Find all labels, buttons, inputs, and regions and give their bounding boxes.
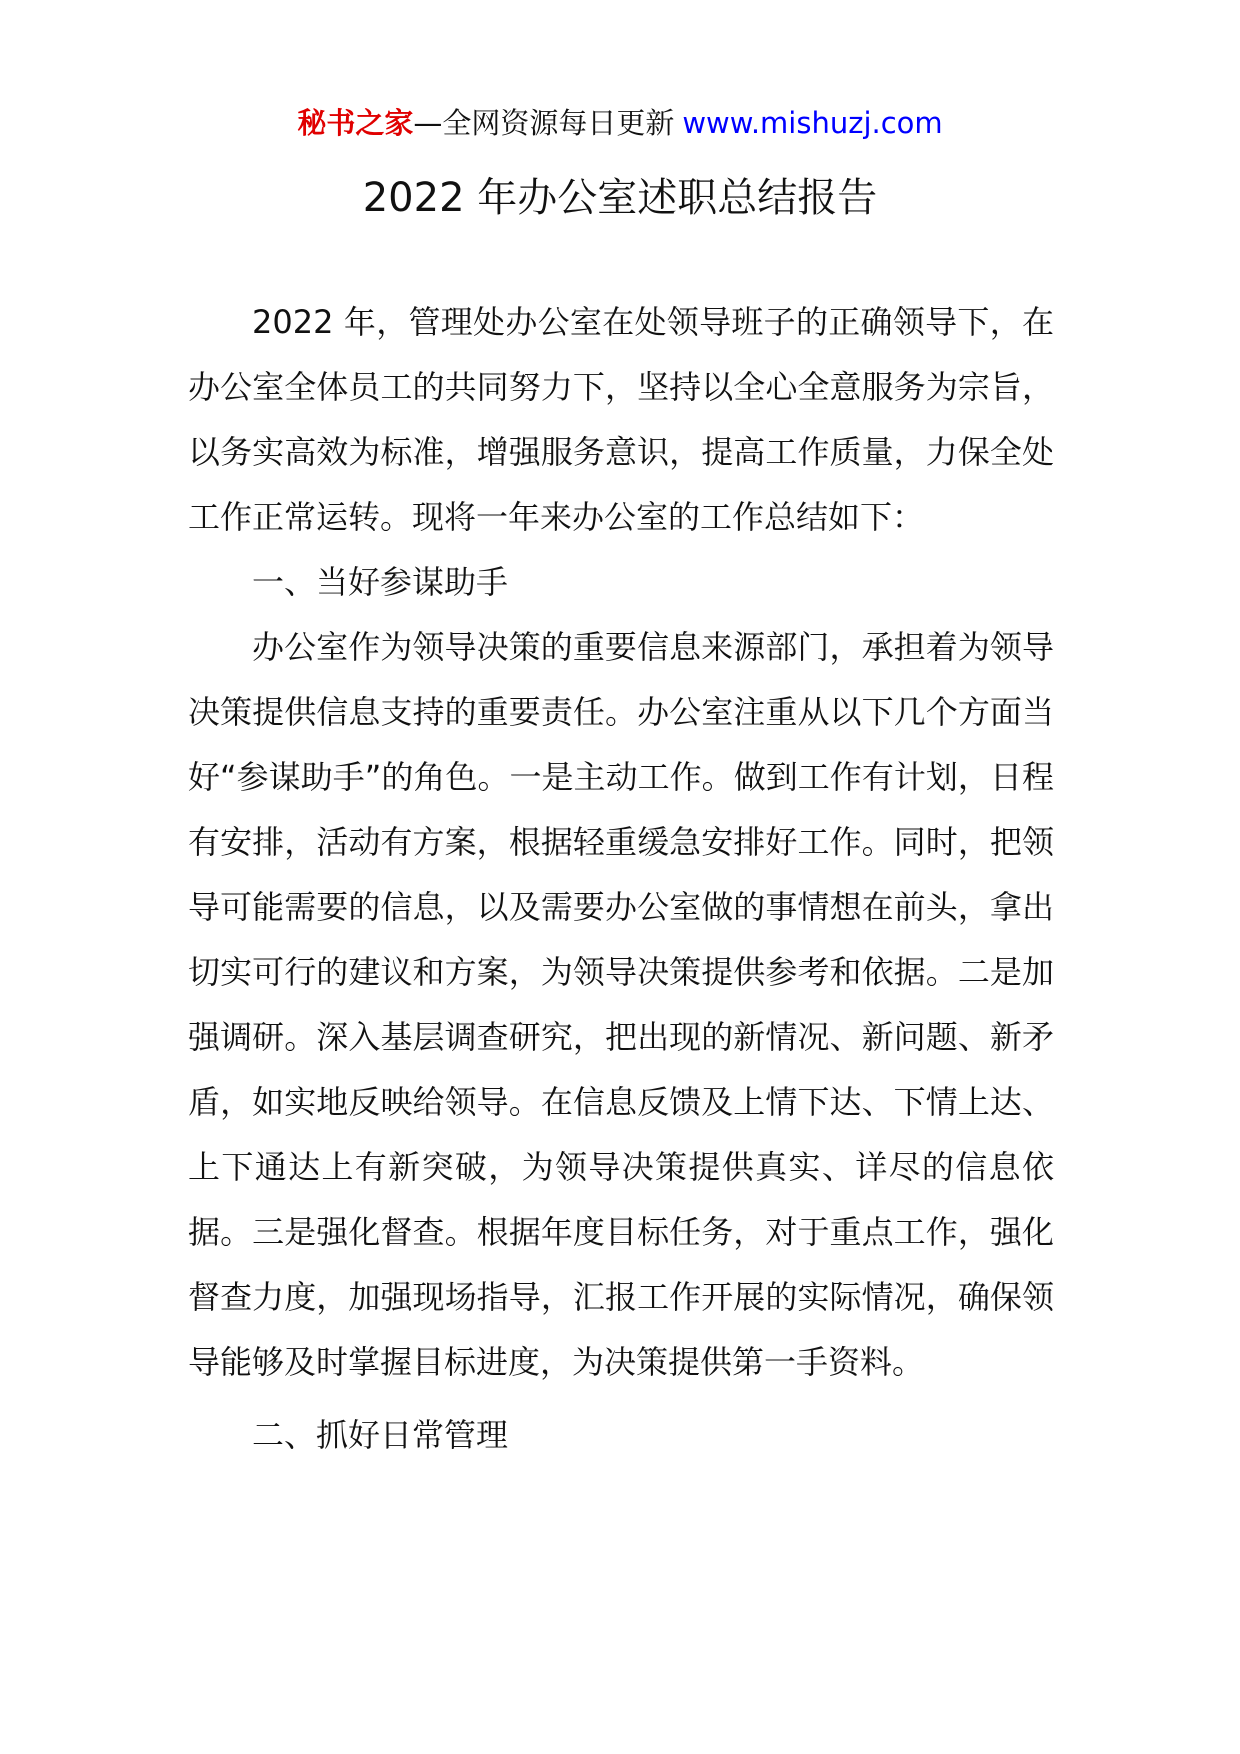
brand-tagline: —全网资源每日更新 — [413, 106, 675, 140]
brand-name: 秘书之家 — [297, 106, 414, 140]
section-heading-2: 二、抓好日常管理 — [252, 1416, 509, 1454]
section-1-paragraph: 办公室作为领导决策的重要信息来源部门，承担着为领导决策提供信息支持的重要责任。办公室注重从以下几个方面当好“参谋助手”的角色。一是主动工作。做到工作有计划，日程有安排，活动有方案，根据轻重缓急安排好工作。同时，把领导可能需要的信息，以及需要办公室做的事情想在前头，拿出切实可行的建议和方案，为领导决策提供参考和依据。二是加强调研。深入基层调查研究，把出现的新情况、新问题、新矛盾，如实地反映给领导。在信息反馈及上情下达、下情上达、上下通达上有新突破，为领导决策提供真实、详尽的信息依据。三是强化督查。根据年度目标任务，对于重点工作，强化督查力度，加强现场指导，汇报工作开展的实际情况，确保领导能够及时掌握目标进度，为决策提供第一手资料。 — [188, 628, 1054, 1381]
site-url-link[interactable]: www.mishuzj.com — [682, 106, 943, 140]
watermark-header — [0, 103, 1240, 143]
section-heading-1: 一、当好参谋助手 — [252, 563, 509, 601]
intro-paragraph: 2022 年，管理处办公室在处领导班子的正确领导下，在办公室全体员工的共同努力下，坚持以全心全意服务为宗旨，以务实高效为标准，增强服务意识，提高工作质量，力保全处工作正常运转。现将一年来办公室的工作总结如下： — [188, 303, 1054, 536]
document-title: 2022 年办公室述职总结报告 — [362, 175, 878, 221]
document-body — [188, 290, 1054, 1468]
